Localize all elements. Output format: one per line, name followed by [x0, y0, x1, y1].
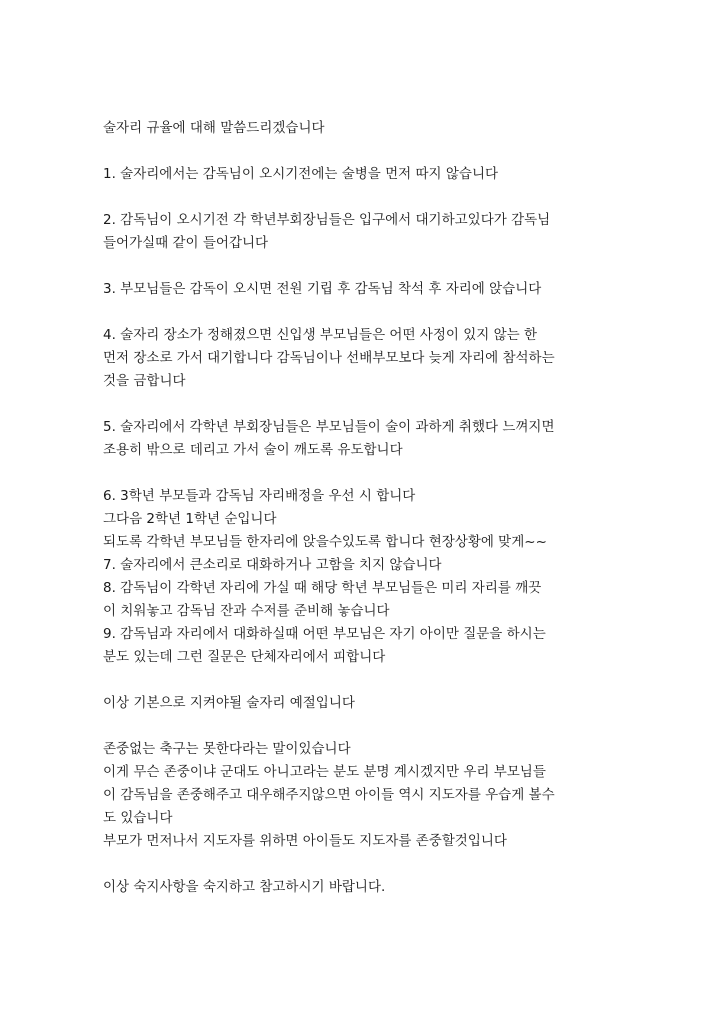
rule-4 [103, 324, 619, 393]
text-line: 이 치워놓고 감독님 잔과 수저를 준비해 놓습니다 [103, 603, 390, 619]
text-line: 5. 술자리에서 각학년 부회장님들은 부모님들이 술이 과하게 취했다 느껴지면 [103, 419, 555, 435]
text-line: 4. 술자리 장소가 정해졌으면 신입생 부모님들은 어떤 사정이 있지 않는 한 [103, 327, 537, 343]
text-line: 이게 무슨 존중이냐 군대도 아니고라는 분도 분명 계시겠지만 우리 부모님들 [103, 764, 546, 780]
text-line: 분도 있는데 그런 질문은 단체자리에서 피합니다 [103, 649, 386, 665]
paragraph-gap [103, 393, 619, 416]
text-line: 존중없는 축구는 못한다라는 말이있습니다 [103, 741, 351, 757]
text-line: 3. 부모님들은 감독이 오시면 전원 기립 후 감독님 착석 후 자리에 앉습니다 [103, 281, 542, 297]
paragraph-gap [103, 140, 619, 163]
text-line: 9. 감독님과 자리에서 대화하실때 어떤 부모님은 자기 아이만 질문을 하시는 [103, 626, 546, 642]
rule-3 [103, 278, 619, 301]
paragraph-gap [103, 462, 619, 485]
text-line: 이 감독님을 존중해주고 대우해주지않으면 아이들 역시 지도자를 우습게 볼수 [103, 787, 555, 803]
text-line: 6. 3학년 부모들과 감독님 자리배정을 우선 시 합니다 [103, 488, 416, 504]
paragraph-gap [103, 255, 619, 278]
text-line: 것을 금합니다 [103, 373, 186, 389]
rules-6-to-9 [103, 485, 619, 669]
closing-line [103, 876, 619, 899]
document-body [103, 117, 619, 899]
text-line: 되도록 각학년 부모님들 한자리에 앉을수있도록 합니다 현장상황에 맞게~~ [103, 534, 547, 550]
text-line: 7. 술자리에서 큰소리로 대화하거나 고함을 치지 않습니다 [103, 557, 442, 573]
paragraph-gap [103, 669, 619, 692]
intro-heading [103, 117, 619, 140]
paragraph-gap [103, 301, 619, 324]
text-line: 먼저 장소로 가서 대기합니다 감독님이나 선배부모보다 늦게 자리에 참석하는 [103, 350, 555, 366]
text-line: 1. 술자리에서는 감독님이 오시기전에는 술병을 먼저 따지 않습니다 [103, 166, 499, 182]
paragraph-gap [103, 853, 619, 876]
text-line: 그다음 2학년 1학년 순입니다 [103, 511, 277, 527]
text-line: 부모가 먼저나서 지도자를 위하면 아이들도 지도자를 존중할것입니다 [103, 833, 507, 849]
text-line: 이상 숙지사항을 숙지하고 참고하시기 바랍니다. [103, 879, 386, 895]
text-line: 8. 감독님이 각학년 자리에 가실 때 해당 학년 부모님들은 미리 자리를 깨끗 [103, 580, 542, 596]
respect-paragraph [103, 738, 619, 853]
text-line: 도 있습니다 [103, 810, 173, 826]
summary-line [103, 692, 619, 715]
text-line: 이상 기본으로 지켜야될 술자리 예절입니다 [103, 695, 355, 711]
paragraph-gap [103, 715, 619, 738]
text-line: 술자리 규율에 대해 말씀드리겠습니다 [103, 120, 325, 136]
rule-5 [103, 416, 619, 462]
text-line: 들어가실때 같이 들어갑니다 [103, 235, 269, 251]
rule-2 [103, 209, 619, 255]
paragraph-gap [103, 186, 619, 209]
text-line: 조용히 밖으로 데리고 가서 술이 깨도록 유도합니다 [103, 442, 403, 458]
text-line: 2. 감독님이 오시기전 각 학년부회장님들은 입구에서 대기하고있다가 감독님 [103, 212, 551, 228]
rule-1 [103, 163, 619, 186]
